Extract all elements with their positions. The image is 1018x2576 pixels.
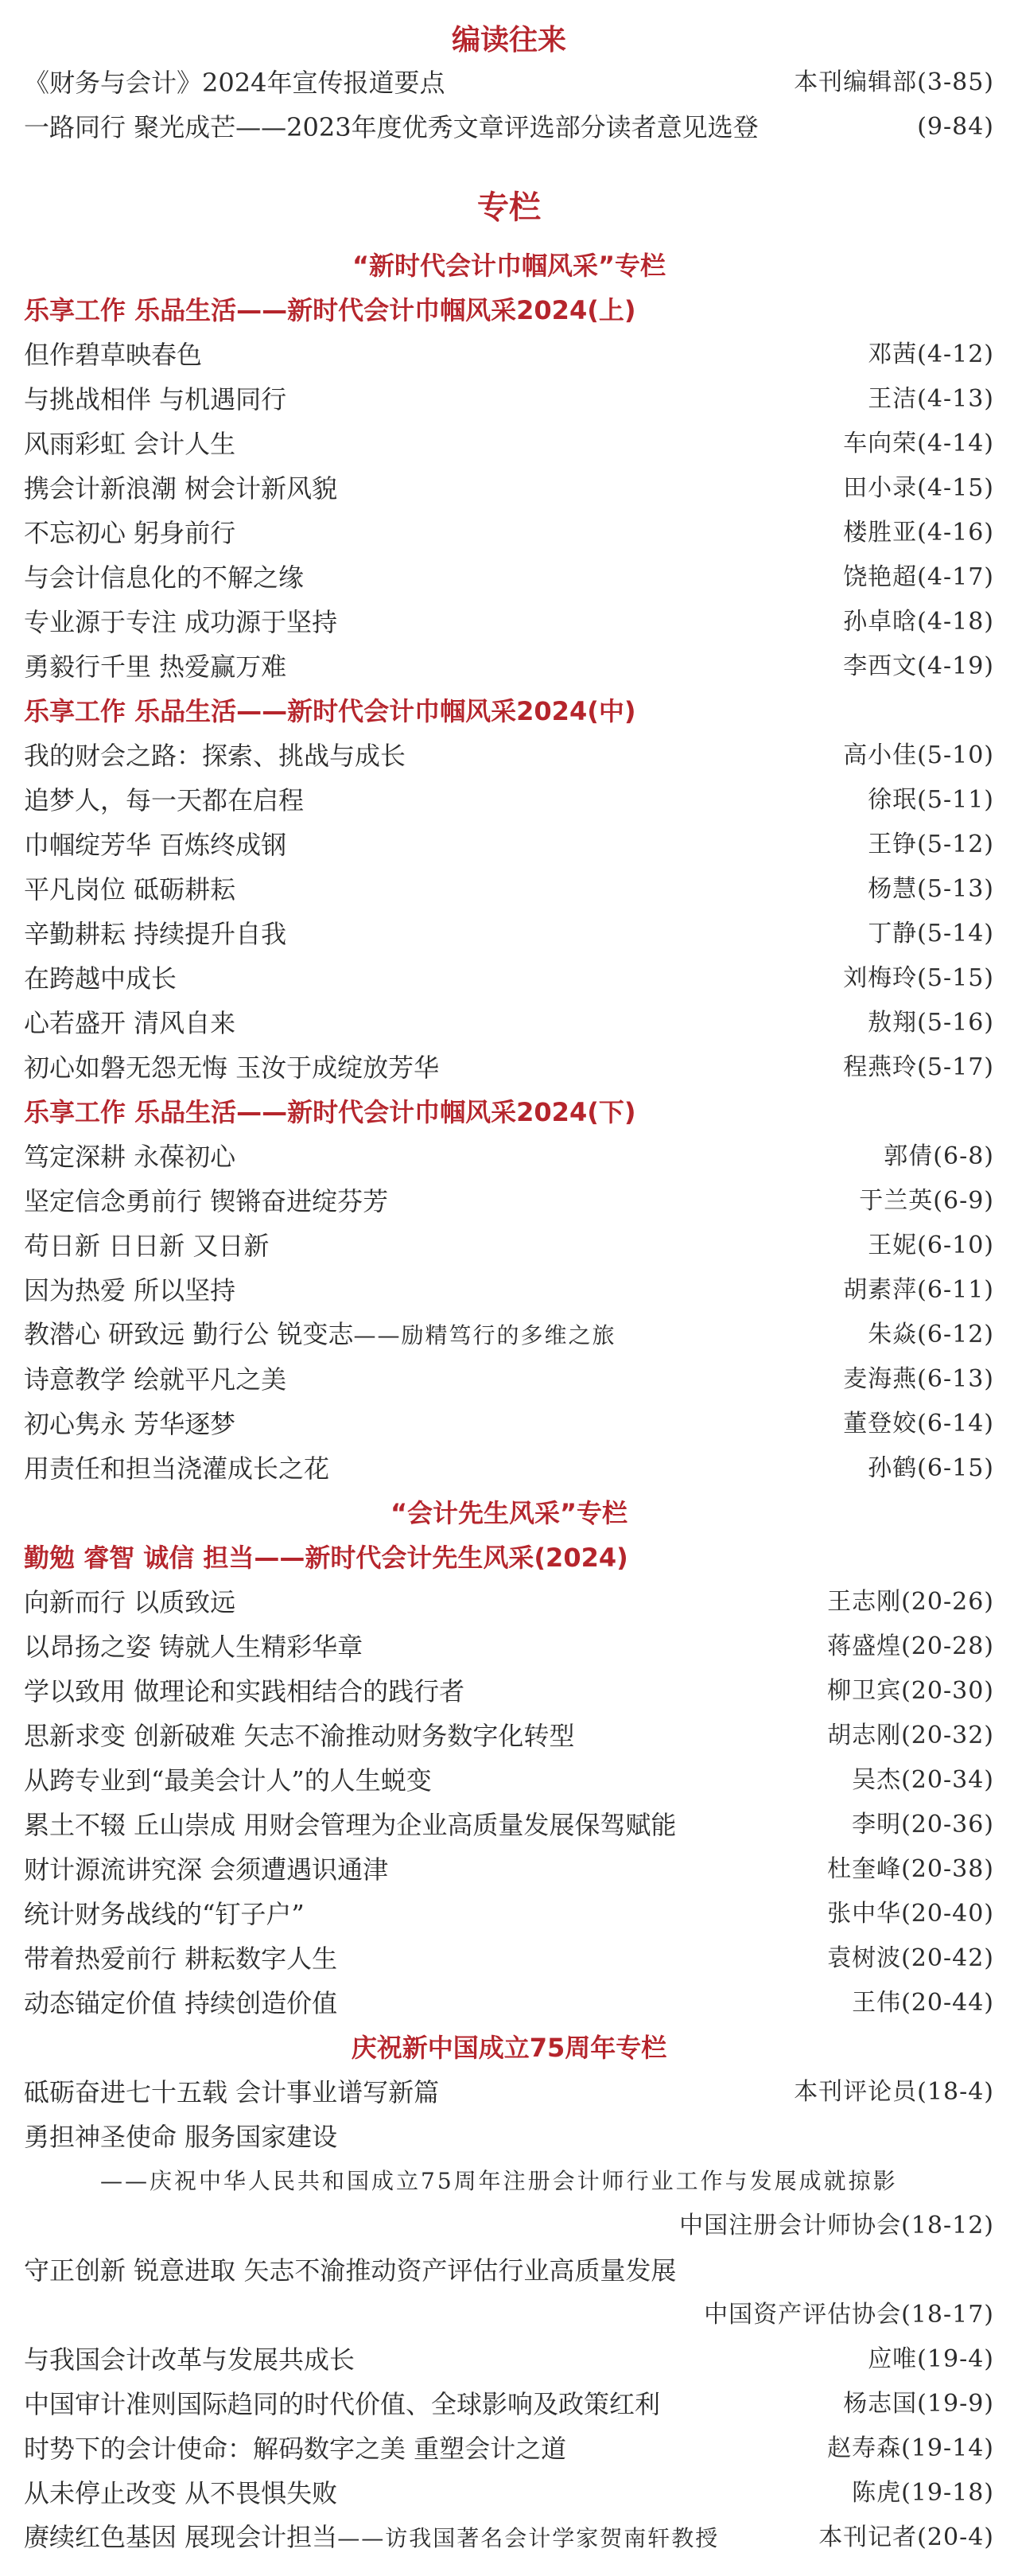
entry-author-page: 朱焱(6-12) [868,1321,994,1348]
entry-author-page: 胡素萍(6-11) [843,1276,994,1304]
entry-title [24,2471,337,2516]
entry-author-page: 田小录(4-15) [843,474,994,502]
entry-title [24,1045,439,1090]
entry-author-page: 中国注册会计师协会(18-12) [679,2212,994,2239]
entry-author-page: 本刊编辑部(3-85) [794,68,994,96]
entry-title-text: 用责任和担当浇灌成长之花 [24,1453,330,1484]
toc-entry [24,60,994,105]
entry-title [24,555,304,600]
entry-author-page: 刘梅玲(5-15) [843,964,994,992]
toc-entry [24,867,994,912]
entry-title [24,1224,269,1268]
toc-entry [24,823,994,867]
entry-title [24,1936,337,1981]
entry-author-page: 于兰英(6-9) [859,1187,994,1215]
toc-entry [24,2382,994,2426]
entry-subtitle: ——访我国著名会计学家贺南轩教授 [337,2525,720,2551]
entry-title [24,511,235,555]
entry-author-page: 车向荣(4-14) [843,430,994,457]
toc-entry [24,1313,994,1357]
entry-author-page: 李明(20-36) [852,1811,994,1839]
entry-author-page: 程燕玲(5-17) [843,1053,994,1081]
entry-author-page: 中国资产评估协会(18-17) [704,2301,994,2329]
column-men-list [24,1535,994,2025]
entry-title-text: 诗意教学 绘就平凡之美 [24,1364,287,1395]
entry-title-text: 从未停止改变 从不畏惧失败 [24,2478,338,2508]
entry-title-text: 与我国会计改革与发展共成长 [24,2344,356,2375]
entry-title [24,867,235,912]
toc-entry [24,333,994,377]
entry-subtitle: ——庆祝中华人民共和国成立75周年注册会计师行业工作与发展成就掠影 [100,2168,898,2194]
entry-author-line [24,2293,994,2337]
toc-entry [24,1981,994,2025]
toc-entry [24,2070,994,2115]
toc-entry [24,1892,994,1936]
entry-title-text: 携会计新浪潮 树会计新风貌 [24,473,338,504]
entry-title [24,1580,235,1625]
entry-title-text: 平凡岗位 砥砺耕耘 [24,874,236,905]
entry-author-page: 赵寿森(19-14) [827,2434,994,2462]
toc-entry [24,1446,994,1491]
entry-title [24,956,177,1001]
toc-entry [24,1045,994,1090]
entry-author-page: 张中华(20-40) [827,1900,994,1928]
toc-entry [24,2337,994,2382]
entry-title [24,1669,464,1714]
column-75th-list [24,2070,994,2560]
entry-title-text: 专业源于专注 成功源于坚持 [24,607,338,637]
entry-title-line: 勇担神圣使命 服务国家建设 [24,2122,338,2152]
toc-entry [24,956,994,1001]
entry-title-text: 但作碧草映春色 [24,340,203,370]
entry-title [24,778,304,823]
entry-author-page: 杨志国(19-9) [843,2390,994,2418]
entry-title-text: 因为热爱 所以坚持 [24,1275,236,1306]
entry-title-text: 向新而行 以质致远 [24,1587,236,1617]
entry-title [24,644,286,689]
entry-title-text: 苟日新 日日新 又日新 [24,1231,270,1261]
entry-author-page: 本刊记者(20-4) [818,2523,994,2551]
entry-title-text: 时势下的会计使命：解码数字之美 重塑会计之道 [24,2434,567,2464]
entry-title [24,1402,235,1446]
entry-title-text: 坚定信念勇前行 锲锵奋进绽芬芳 [24,1186,389,1216]
entry-author-page: 徐珉(5-11) [868,786,994,814]
entry-title [24,1625,363,1669]
entry-title-text: 从跨专业到“最美会计人”的人生蜕变 [24,1765,432,1796]
entry-title-text: 以昂扬之姿 铸就人生精彩华章 [24,1632,363,1662]
entry-title-text: 在跨越中成长 [24,963,177,994]
entry-title-text: 教潜心 研致远 勤行公 锐变志 [24,1319,354,1349]
entry-title-text: 统计财务战线的“钉子户” [24,1899,305,1929]
entry-title-text: 风雨彩虹 会计人生 [24,429,236,459]
entry-title [24,1357,286,1402]
entry-title [24,2070,439,2115]
entry-author-page: 杨慧(5-13) [868,875,994,903]
entry-author-page: 吴杰(20-34) [852,1766,994,1794]
column-title-75th-anniversary: 庆祝新中国成立75周年专栏 [351,2033,667,2063]
entry-title [24,333,202,377]
entry-title-text: 累土不辍 丘山崇成 用财会管理为企业高质量发展保驾赋能 [24,1810,677,1840]
toc-entry [24,1758,994,1803]
toc-entry [24,912,994,956]
entry-title-text: 财计源流讲究深 会须遭遇识通津 [24,1854,389,1885]
entry-author-page: 柳卫宾(20-30) [827,1677,994,1705]
toc-entry [24,2516,994,2560]
section-title-columns: 专栏 [477,189,541,226]
toc-entry [24,555,994,600]
entry-subtitle: ——励精笃行的多维之旅 [353,1322,616,1348]
entry-title [24,912,286,956]
entry-title-text: 不忘初心 躬身前行 [24,518,236,548]
toc-entry [24,1580,994,1625]
entry-title-text: 带着热爱前行 耕耘数字人生 [24,1944,338,1974]
toc-entry [24,1936,994,1981]
entry-author-page: 王志刚(20-26) [827,1588,994,1616]
toc-entry [24,1134,994,1179]
entry-author-page: 王伟(20-44) [852,1989,994,2017]
toc-entry [24,778,994,823]
toc-entry [24,1847,994,1892]
entry-subtitle-line [24,2159,994,2204]
entry-author-page: 蒋盛煌(20-28) [827,1632,994,1660]
group-title: 乐享工作 乐品生活——新时代会计巾帼风采2024(中) [24,696,636,726]
entry-title [24,1179,388,1224]
entry-author-page: 胡志刚(20-32) [827,1722,994,1749]
entry-author-line [24,2204,994,2248]
entry-title [24,1312,616,1358]
entry-title [24,1803,676,1847]
entry-title-text: 追梦人，每一天都在启程 [24,785,305,815]
column-title-women: “新时代会计巾帼风采”专栏 [352,251,666,281]
entry-author-page: 李西文(4-19) [843,652,994,680]
entry-title [24,1758,432,1803]
entry-author-page: 孙鹤(6-15) [868,1454,994,1482]
entry-author-page: 陈虎(19-18) [852,2479,994,2507]
toc-entry [24,1224,994,1268]
entry-author-page: 高小佳(5-10) [843,741,994,769]
entry-author-page: 王妮(6-10) [868,1232,994,1259]
entry-title-text: 心若盛开 清风自来 [24,1008,236,1038]
toc-entry [24,644,994,689]
toc-entry [24,105,994,150]
entry-author-page: 郭倩(6-8) [884,1142,994,1170]
entry-title-text: 《财务与会计》2024年宣传报道要点 [24,68,445,98]
entry-author-page: 杜奎峰(20-38) [827,1855,994,1883]
entry-title [24,2337,355,2382]
column-women-list [24,288,994,1491]
entry-title [24,1714,574,1758]
entry-title-text: 初心如磐无怨无悔 玉汝于成绽放芳华 [24,1053,440,1083]
group-title: 乐享工作 乐品生活——新时代会计巾帼风采2024(上) [24,295,636,325]
entry-title [24,600,337,644]
entry-title [24,422,235,466]
toc-entry [24,1714,994,1758]
toc-entry [24,1625,994,1669]
entry-title [24,733,406,778]
entry-title-text: 勇毅行千里 热爱赢万难 [24,652,287,682]
entry-author-page: 董登姣(6-14) [843,1410,994,1438]
toc-entry [24,1001,994,1045]
entry-author-page: 本刊评论员(18-4) [794,2078,994,2106]
entry-title [24,1001,235,1045]
entry-title-text: 动态锚定价值 持续创造价值 [24,1988,338,2018]
entry-author-page: 麦海燕(6-13) [843,1365,994,1393]
toc-entry [24,466,994,511]
entry-author-page: 敖翔(5-16) [868,1009,994,1037]
toc-entry [24,733,994,778]
entry-title-text: 巾帼绽芳华 百炼终成钢 [24,830,287,860]
entry-title-text: 砥砺奋进七十五载 会计事业谱写新篇 [24,2077,440,2107]
entry-author-page: 楼胜亚(4-16) [843,519,994,547]
entry-author-page: 邓茜(4-12) [868,340,994,368]
entry-title [24,1981,337,2025]
entry-author-page: 应唯(19-4) [868,2345,994,2373]
entry-title [24,1268,235,1313]
group-title: 乐享工作 乐品生活——新时代会计巾帼风采2024(下) [24,1097,636,1127]
section-editor-reader-list [24,60,994,150]
entry-author-page: (9-84) [917,113,994,141]
entry-author-page: 王洁(4-13) [868,385,994,413]
entry-title-text: 与挑战相伴 与机遇同行 [24,384,287,414]
section-title-editor-reader: 编读往来 [451,24,566,56]
entry-title [24,60,445,105]
toc-entry [24,1803,994,1847]
entry-author-page: 王铮(5-12) [868,831,994,858]
group-title: 勤勉 睿智 诚信 担当——新时代会计先生风采(2024) [24,1543,628,1573]
entry-title [24,377,286,422]
entry-title [24,466,337,511]
toc-entry [24,511,994,555]
entry-title [24,1134,235,1179]
toc-entry [24,1268,994,1313]
toc-entry [24,1402,994,1446]
entry-title-text: 一路同行 聚光成芒——2023年度优秀文章评选部分读者意见选登 [24,112,759,142]
entry-author-page: 丁静(5-14) [868,920,994,948]
entry-author-page: 袁树波(20-42) [827,1944,994,1972]
toc-entry [24,2426,994,2471]
entry-title-text: 中国审计准则国际趋同的时代价值、全球影响及政策红利 [24,2389,661,2419]
toc-entry [24,600,994,644]
entry-title [24,2426,566,2471]
entry-title-text: 辛勤耕耘 持续提升自我 [24,919,287,949]
entry-title [24,105,759,150]
entry-title [24,823,286,867]
entry-author-page: 饶艳超(4-17) [843,563,994,591]
entry-title-line: 守正创新 锐意进取 矢志不渝推动资产评估行业高质量发展 [24,2255,677,2286]
entry-title [24,1892,305,1936]
entry-title-text: 与会计信息化的不解之缘 [24,562,305,593]
page [0,21,1018,2576]
entry-title [24,1446,329,1491]
entry-title [24,1847,388,1892]
toc-entry [24,1357,994,1402]
entry-title-text: 赓续红色基因 展现会计担当 [24,2522,338,2552]
entry-title [24,2382,660,2426]
entry-title-text: 学以致用 做理论和实践相结合的践行者 [24,1676,465,1706]
toc-entry [24,422,994,466]
toc-entry [24,377,994,422]
entry-title-text: 我的财会之路：探索、挑战与成长 [24,741,406,771]
entry-title [24,2515,719,2561]
entry-author-page: 孙卓晗(4-18) [843,608,994,636]
entry-title-text: 初心隽永 芳华逐梦 [24,1409,236,1439]
toc-entry [24,1669,994,1714]
entry-title-text: 笃定深耕 永葆初心 [24,1142,236,1172]
toc-entry [24,2471,994,2516]
column-title-men: “会计先生风采”专栏 [390,1498,628,1528]
toc-entry [24,1179,994,1224]
entry-title-text: 思新求变 创新破难 矢志不渝推动财务数字化转型 [24,1721,575,1751]
